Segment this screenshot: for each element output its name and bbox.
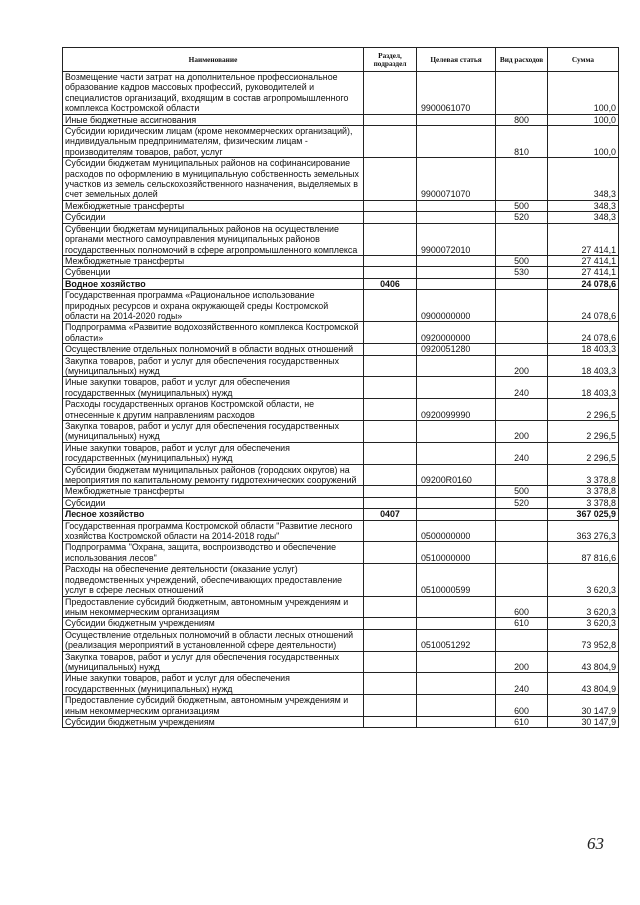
row-name: Иные бюджетные ассигнования xyxy=(63,114,364,125)
row-name: Субвенции бюджетам муниципальных районов на осуществление органами местного самоуправления муниципальных районов государственных полномочий в сфере агропромышленного комплекса xyxy=(63,223,364,255)
row-sum: 18 403,3 xyxy=(548,355,619,377)
row-target: 0510000000 xyxy=(417,542,496,564)
row-name: Межбюджетные трансферты xyxy=(63,255,364,266)
row-sum: 348,3 xyxy=(548,200,619,211)
row-section xyxy=(364,596,417,618)
row-section xyxy=(364,399,417,421)
row-section xyxy=(364,716,417,727)
row-section xyxy=(364,322,417,344)
row-target xyxy=(417,695,496,717)
row-name: Иные закупки товаров, работ и услуг для обеспечения государственных (муниципальных) нужд xyxy=(63,442,364,464)
row-section xyxy=(364,72,417,115)
row-target xyxy=(417,377,496,399)
row-expense-type: 240 xyxy=(496,673,548,695)
row-expense-type: 530 xyxy=(496,267,548,278)
row-section xyxy=(364,542,417,564)
row-sum: 100,0 xyxy=(548,72,619,115)
row-sum: 87 816,6 xyxy=(548,542,619,564)
row-target xyxy=(417,212,496,223)
row-target xyxy=(417,355,496,377)
row-sum: 43 804,9 xyxy=(548,673,619,695)
row-expense-type xyxy=(496,464,548,486)
row-expense-type xyxy=(496,520,548,542)
row-sum: 3 378,8 xyxy=(548,464,619,486)
row-name: Субсидии бюджетным учреждениям xyxy=(63,716,364,727)
row-name: Закупка товаров, работ и услуг для обеспечения государственных (муниципальных) нужд xyxy=(63,421,364,443)
row-sum: 348,3 xyxy=(548,212,619,223)
row-section xyxy=(364,464,417,486)
row-sum: 367 025,9 xyxy=(548,509,619,520)
row-section xyxy=(364,673,417,695)
row-sum: 100,0 xyxy=(548,114,619,125)
row-sum: 27 414,1 xyxy=(548,267,619,278)
row-sum: 24 078,6 xyxy=(548,322,619,344)
row-target: 9900072010 xyxy=(417,223,496,255)
header-section: Раздел, подраздел xyxy=(364,48,417,72)
table-row xyxy=(63,520,619,542)
row-name: Субсидии юридическим лицам (кроме некоммерческих организаций), индивидуальным предпринимателям, физическим лицам - производителям товаров, работ, услуг xyxy=(63,126,364,158)
table-row xyxy=(63,716,619,727)
row-sum: 73 952,8 xyxy=(548,629,619,651)
row-sum: 3 620,3 xyxy=(548,564,619,596)
row-sum: 30 147,9 xyxy=(548,695,619,717)
row-name: Субсидии xyxy=(63,497,364,508)
row-sum: 3 620,3 xyxy=(548,618,619,629)
table-row xyxy=(63,421,619,443)
row-expense-type xyxy=(496,399,548,421)
row-expense-type: 240 xyxy=(496,442,548,464)
row-target xyxy=(417,509,496,520)
table-row xyxy=(63,497,619,508)
row-name: Межбюджетные трансферты xyxy=(63,200,364,211)
row-target: 0900000000 xyxy=(417,290,496,322)
row-sum: 363 276,3 xyxy=(548,520,619,542)
row-target: 09200R0160 xyxy=(417,464,496,486)
row-target: 9900061070 xyxy=(417,72,496,115)
row-section xyxy=(364,200,417,211)
row-expense-type xyxy=(496,158,548,201)
table-row xyxy=(63,223,619,255)
table-row xyxy=(63,212,619,223)
row-expense-type: 200 xyxy=(496,355,548,377)
row-name: Субвенции xyxy=(63,267,364,278)
table-row xyxy=(63,618,619,629)
table-row xyxy=(63,72,619,115)
row-section xyxy=(364,618,417,629)
row-expense-type xyxy=(496,290,548,322)
row-sum: 30 147,9 xyxy=(548,716,619,727)
row-sum: 2 296,5 xyxy=(548,442,619,464)
header-name: Наименование xyxy=(63,48,364,72)
row-section: 0407 xyxy=(364,509,417,520)
row-section xyxy=(364,421,417,443)
row-expense-type xyxy=(496,564,548,596)
row-expense-type: 500 xyxy=(496,200,548,211)
table-row xyxy=(63,651,619,673)
table-row xyxy=(63,126,619,158)
table-header-row xyxy=(63,48,619,72)
row-target xyxy=(417,421,496,443)
row-expense-type: 200 xyxy=(496,651,548,673)
table-row xyxy=(63,673,619,695)
table-row xyxy=(63,158,619,201)
row-sum: 43 804,9 xyxy=(548,651,619,673)
table-row xyxy=(63,355,619,377)
table-row xyxy=(63,399,619,421)
row-expense-type xyxy=(496,278,548,289)
row-section xyxy=(364,290,417,322)
row-target xyxy=(417,126,496,158)
table-row xyxy=(63,509,619,520)
row-sum: 24 078,6 xyxy=(548,278,619,289)
row-target xyxy=(417,114,496,125)
row-sum: 3 620,3 xyxy=(548,596,619,618)
row-expense-type: 610 xyxy=(496,716,548,727)
row-expense-type: 240 xyxy=(496,377,548,399)
table-row xyxy=(63,255,619,266)
row-expense-type: 600 xyxy=(496,596,548,618)
row-target xyxy=(417,497,496,508)
table-row xyxy=(63,629,619,651)
row-expense-type xyxy=(496,542,548,564)
row-name: Субсидии бюджетам муниципальных районов на софинансирование расходов по оформлению в муниципальную собственность земельных участков из земель сельскохозяйственного назначения, выделяемых в счет земельных долей xyxy=(63,158,364,201)
row-sum: 18 403,3 xyxy=(548,344,619,355)
row-sum: 2 296,5 xyxy=(548,421,619,443)
row-name: Осуществление отдельных полномочий в области лесных отношений (реализация мероприятий в установленной сфере деятельности) xyxy=(63,629,364,651)
row-expense-type xyxy=(496,344,548,355)
row-target xyxy=(417,651,496,673)
row-target xyxy=(417,618,496,629)
table-row xyxy=(63,596,619,618)
row-expense-type: 810 xyxy=(496,126,548,158)
row-name: Предоставление субсидий бюджетным, автономным учреждениям и иным некоммерческим организациям xyxy=(63,695,364,717)
table-row xyxy=(63,322,619,344)
row-expense-type: 200 xyxy=(496,421,548,443)
row-name: Закупка товаров, работ и услуг для обеспечения государственных (муниципальных) нужд xyxy=(63,355,364,377)
row-target xyxy=(417,278,496,289)
row-sum: 27 414,1 xyxy=(548,255,619,266)
row-name: Закупка товаров, работ и услуг для обеспечения государственных (муниципальных) нужд xyxy=(63,651,364,673)
row-name: Межбюджетные трансферты xyxy=(63,486,364,497)
row-name: Расходы на обеспечение деятельности (оказание услуг) подведомственных учреждений, обеспечивающих предоставление услуг в сфере лесных отношений xyxy=(63,564,364,596)
row-name: Водное хозяйство xyxy=(63,278,364,289)
row-expense-type: 610 xyxy=(496,618,548,629)
table-row xyxy=(63,267,619,278)
row-section xyxy=(364,695,417,717)
row-name: Подпрограмма "Охрана, защита, воспроизводство и обеспечение использования лесов" xyxy=(63,542,364,564)
row-target: 0510000599 xyxy=(417,564,496,596)
row-section xyxy=(364,212,417,223)
row-section xyxy=(364,629,417,651)
row-section xyxy=(364,564,417,596)
row-target xyxy=(417,673,496,695)
row-expense-type xyxy=(496,509,548,520)
row-section xyxy=(364,344,417,355)
row-section xyxy=(364,267,417,278)
row-target xyxy=(417,267,496,278)
row-section xyxy=(364,355,417,377)
row-section: 0406 xyxy=(364,278,417,289)
row-name: Иные закупки товаров, работ и услуг для обеспечения государственных (муниципальных) нужд xyxy=(63,377,364,399)
row-section xyxy=(364,377,417,399)
row-sum: 100,0 xyxy=(548,126,619,158)
row-target: 0920000000 xyxy=(417,322,496,344)
row-target: 0500000000 xyxy=(417,520,496,542)
table-row xyxy=(63,344,619,355)
table-row xyxy=(63,377,619,399)
row-sum: 3 378,8 xyxy=(548,497,619,508)
row-expense-type xyxy=(496,629,548,651)
row-section xyxy=(364,255,417,266)
row-target xyxy=(417,255,496,266)
header-sum: Сумма xyxy=(548,48,619,72)
row-name: Государственная программа «Рациональное использование природных ресурсов и охрана окружающей среды Костромской области на 2014-2020 годы» xyxy=(63,290,364,322)
row-target xyxy=(417,596,496,618)
table-row xyxy=(63,114,619,125)
row-name: Предоставление субсидий бюджетным, автономным учреждениям и иным некоммерческим организациям xyxy=(63,596,364,618)
row-expense-type: 520 xyxy=(496,212,548,223)
table-row xyxy=(63,290,619,322)
row-expense-type: 800 xyxy=(496,114,548,125)
table-row xyxy=(63,200,619,211)
row-target xyxy=(417,200,496,211)
row-name: Лесное хозяйство xyxy=(63,509,364,520)
row-sum: 2 296,5 xyxy=(548,399,619,421)
table-row xyxy=(63,486,619,497)
row-sum: 27 414,1 xyxy=(548,223,619,255)
row-name: Возмещение части затрат на дополнительное профессиональное образование кадров массовых профессий, руководителей и специалистов организаций, входящим в состав агропромышленного комплекса Костромской области xyxy=(63,72,364,115)
row-section xyxy=(364,126,417,158)
row-expense-type xyxy=(496,322,548,344)
table-row xyxy=(63,564,619,596)
row-name: Субсидии бюджетным учреждениям xyxy=(63,618,364,629)
row-section xyxy=(364,158,417,201)
row-target xyxy=(417,716,496,727)
row-target: 0920099990 xyxy=(417,399,496,421)
row-section xyxy=(364,442,417,464)
table-row xyxy=(63,542,619,564)
row-section xyxy=(364,497,417,508)
row-name: Субсидии бюджетам муниципальных районов (городских округов) на мероприятия по капитальному ремонту гидротехнических сооружений xyxy=(63,464,364,486)
row-name: Подпрограмма «Развитие водохозяйственного комплекса Костромской области» xyxy=(63,322,364,344)
row-target xyxy=(417,442,496,464)
row-section xyxy=(364,651,417,673)
row-expense-type: 600 xyxy=(496,695,548,717)
row-sum: 348,3 xyxy=(548,158,619,201)
row-target: 0510051292 xyxy=(417,629,496,651)
header-expense-type: Вид расходов xyxy=(496,48,548,72)
row-expense-type: 500 xyxy=(496,255,548,266)
row-section xyxy=(364,114,417,125)
row-name: Осуществление отдельных полномочий в области водных отношений xyxy=(63,344,364,355)
row-section xyxy=(364,520,417,542)
page-number: 63 xyxy=(587,834,604,853)
budget-table xyxy=(62,47,619,728)
row-name: Государственная программа Костромской области "Развитие лесного хозяйства Костромской области на 2014-2018 годы" xyxy=(63,520,364,542)
table-row xyxy=(63,464,619,486)
row-target xyxy=(417,486,496,497)
table-row xyxy=(63,442,619,464)
row-section xyxy=(364,486,417,497)
row-section xyxy=(364,223,417,255)
row-sum: 3 378,8 xyxy=(548,486,619,497)
row-expense-type xyxy=(496,223,548,255)
row-target: 9900071070 xyxy=(417,158,496,201)
row-sum: 18 403,3 xyxy=(548,377,619,399)
row-name: Расходы государственных органов Костромской области, не отнесенные к другим направлениям расходов xyxy=(63,399,364,421)
row-target: 0920051280 xyxy=(417,344,496,355)
row-expense-type: 500 xyxy=(496,486,548,497)
row-name: Иные закупки товаров, работ и услуг для обеспечения государственных (муниципальных) нужд xyxy=(63,673,364,695)
row-expense-type: 520 xyxy=(496,497,548,508)
row-sum: 24 078,6 xyxy=(548,290,619,322)
row-expense-type xyxy=(496,72,548,115)
table-row xyxy=(63,278,619,289)
row-name: Субсидии xyxy=(63,212,364,223)
header-target: Целевая статья xyxy=(417,48,496,72)
table-row xyxy=(63,695,619,717)
